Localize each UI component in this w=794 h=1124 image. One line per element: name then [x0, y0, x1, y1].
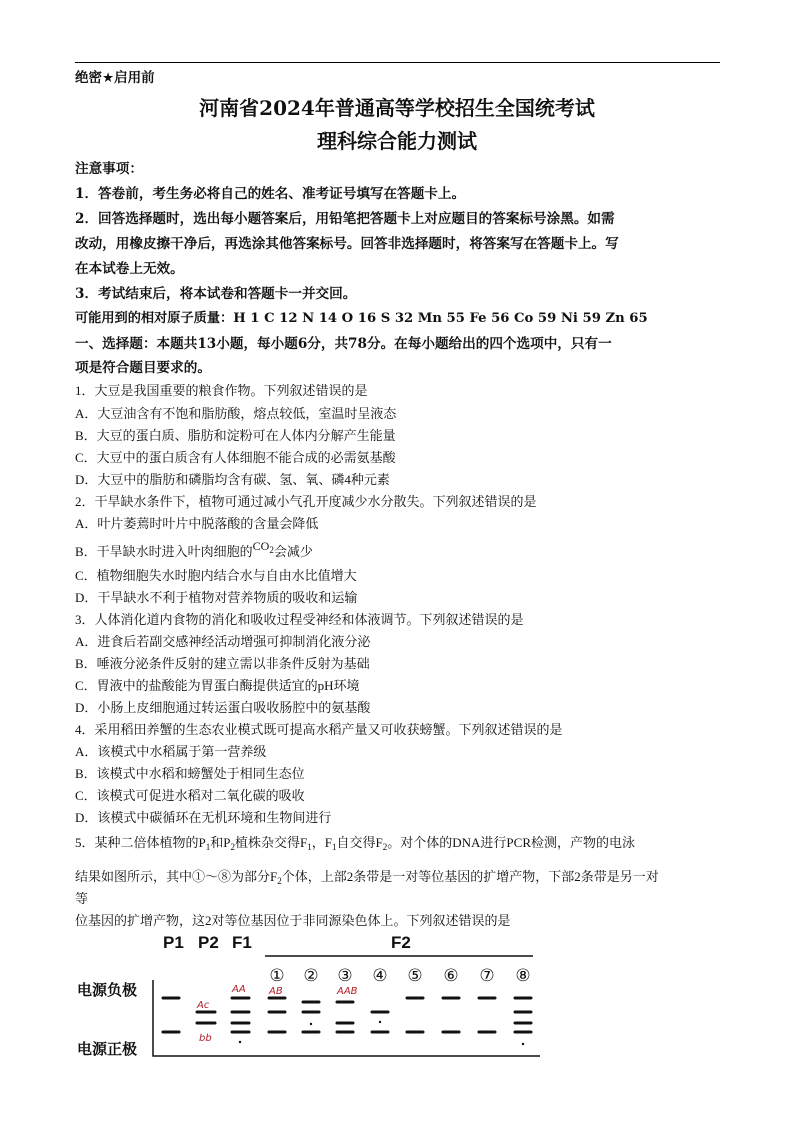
- col-label-f1: F1: [232, 933, 252, 952]
- notice-item-3: 3．考试结束后，将本试卷和答题卡一并交回。: [75, 286, 357, 302]
- q4-option-d: D．该模式中碳循环在无机环境和生物间进行: [75, 810, 332, 825]
- col-label-p1: P1: [163, 933, 184, 952]
- handwritten-mark: bb: [199, 1033, 212, 1044]
- handwritten-mark: AB: [269, 986, 283, 997]
- notice-item-2-line-1: 2．回答选择题时，选出每小题答案后，用铅笔把答题卡上对应题目的答案标号涂黑。如需: [75, 211, 615, 227]
- lane-8-label: ⑧: [515, 966, 531, 986]
- q3-option-a: A．进食后若副交感神经活动增强可抑制消化液分泌: [75, 634, 371, 649]
- q1-option-c: C．大豆中的蛋白质含有人体细胞不能合成的必需氨基酸: [75, 450, 396, 465]
- lane-6-label: ⑥: [443, 966, 459, 986]
- lane-4-label: ④: [372, 966, 388, 986]
- section-1-line-1: 一、选择题：本题共13小题，每小题6分，共78分。在每小题给出的四个选项中，只有一: [75, 336, 612, 352]
- q5-stem-line-4: 位基因的扩增产物，这2对等位基因位于非同源染色体上。下列叙述错误的是: [75, 913, 511, 928]
- q3-option-b: B．唾液分泌条件反射的建立需以非条件反射为基础: [75, 656, 370, 671]
- q2-option-b-pre: B．干旱缺水时进入叶肉细胞的: [75, 544, 253, 559]
- gel-speck: [379, 1021, 381, 1023]
- notice-item-2-line-2: 改动，用橡皮擦干净后，再选涂其他答案标号。回答非选择题时，将答案写在答题卡上。写: [75, 236, 619, 252]
- atomic-masses: 可能用到的相对原子质量：H 1 C 12 N 14 O 16 S 32 Mn 55 Fe 56 Co 59 Ni 59 Zn 65: [75, 311, 648, 326]
- q2-stem: 2．干旱缺水条件下，植物可通过减小气孔开度减少水分散失。下列叙述错误的是: [75, 494, 537, 509]
- q1-option-b: B．大豆的蛋白质、脂肪和淀粉可在人体内分解产生能量: [75, 428, 396, 443]
- handwritten-mark: Ac: [197, 1000, 210, 1011]
- exam-title: 河南省2024年普通高等学校招生全国统考试: [199, 96, 595, 120]
- q2-option-c: C．植物细胞失水时胞内结合水与自由水比值增大: [75, 568, 357, 583]
- negative-pole-label: 电源负极: [77, 981, 138, 999]
- notice-item-1: 1．答卷前，考生务必将自己的姓名、准考证号填写在答题卡上。: [75, 186, 466, 202]
- gel-speck: [522, 1043, 524, 1045]
- header-rule: [75, 62, 720, 63]
- col-label-p2: P2: [198, 933, 219, 952]
- q1-option-a: A．大豆油含有不饱和脂肪酸，熔点较低，室温时呈液态: [75, 406, 397, 421]
- notice-item-2-line-3: 在本试卷上无效。: [75, 261, 184, 277]
- co2-formula: $CO_2$: [252, 539, 274, 555]
- q3-option-d: D．小肠上皮细胞通过转运蛋白吸收肠腔中的氨基酸: [75, 700, 371, 715]
- q2-option-a: A．叶片萎蔫时叶片中脱落酸的含量会降低: [75, 516, 319, 531]
- q5-stem-line-1: 5．某种二倍体植物的$P_1$和$P_2$植株杂交得$F_1$，$F_1$自交得$F_2$。对个体的DNA进行PCR检测，产物的电泳: [75, 835, 635, 852]
- q4-stem: 4．采用稻田养蟹的生态农业模式既可提高水稻产量又可收获螃蟹。下列叙述错误的是: [75, 722, 563, 737]
- q2-option-b: [75, 541, 313, 561]
- exam-subtitle: 理科综合能力测试: [317, 129, 477, 153]
- gel-speck: [310, 1023, 312, 1025]
- q3-stem: 3．人体消化道内食物的消化和吸收过程受神经和体液调节。下列叙述错误的是: [75, 612, 524, 627]
- q4-option-b: B．该模式中水稻和螃蟹处于相同生态位: [75, 766, 305, 781]
- q2-option-d: D．干旱缺水不利于植物对营养物质的吸收和运输: [75, 590, 358, 605]
- handwritten-mark: AA: [232, 984, 246, 995]
- lane-2-label: ②: [303, 966, 319, 986]
- q1-stem: 1．大豆是我国重要的粮食作物。下列叙述错误的是: [75, 383, 368, 398]
- secret-label: 绝密★启用前: [75, 70, 155, 86]
- electrophoresis-figure: [75, 928, 545, 1060]
- lane-1-label: ①: [269, 966, 285, 986]
- q1-option-d: D．大豆中的脂肪和磷脂均含有碳、氢、氧、磷4种元素: [75, 472, 390, 487]
- lane-3-label: ③: [337, 966, 353, 986]
- handwritten-mark: AAB: [337, 986, 358, 997]
- lane-5-label: ⑤: [407, 966, 423, 986]
- notice-heading: 注意事项：: [75, 161, 143, 177]
- col-label-f2: F2: [391, 933, 411, 952]
- q2-option-b-post: 会减少: [273, 544, 313, 559]
- lane-7-label: ⑦: [479, 966, 495, 986]
- positive-pole-label: 电源正极: [77, 1040, 138, 1058]
- q4-option-a: A．该模式中水稻属于第一营养级: [75, 744, 267, 759]
- q5-stem-line-2: 结果如图所示，其中①～⑧为部分$F_2$个体，上部2条带是一对等位基因的扩增产物，下部2条带是另一对: [75, 869, 659, 886]
- q4-option-c: C．该模式可促进水稻对二氧化碳的吸收: [75, 788, 305, 803]
- gel-speck: [239, 1041, 241, 1043]
- section-1-line-2: 项是符合题目要求的。: [75, 360, 211, 376]
- q3-option-c: C．胃液中的盐酸能为胃蛋白酶提供适宜的pH环境: [75, 678, 360, 693]
- q5-stem-line-3: 等: [75, 891, 89, 906]
